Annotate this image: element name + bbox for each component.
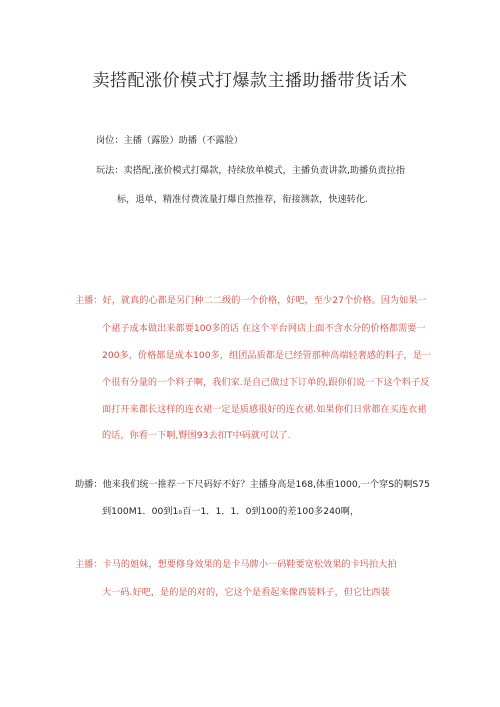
gameplay-line-2: 标，退单，精准付费流量打爆自然推荐，衔接测款，快速转化. bbox=[117, 194, 368, 205]
host-paragraph-1-line-4: 个很有分量的一个料子啊，我们家.是自己做过下订单的,跟你们说一下这个料子反 bbox=[102, 377, 430, 388]
host-paragraph-2-line-1: 主播：卡马的姐妹，想要修身效果的是卡马牌小一码鞋要宽松效果的卡玛拍大拍 bbox=[75, 559, 397, 570]
gameplay-line-1: 玩法：卖搭配,涨价模式打爆款，持续放单模式，主播负责讲款,助播负责拉指 bbox=[96, 165, 406, 176]
host-paragraph-1-line-2: 个裙子成本做出来都要100多的话 在这个平台网店上面不含水分的价格都需要一 bbox=[102, 323, 426, 334]
host-paragraph-1-line-6: 的话，你看一下啊,臀围93去扣T中码就可以了. bbox=[102, 430, 291, 441]
document-title: 卖搭配涨价模式打爆款主播助播带货话术 bbox=[92, 71, 408, 91]
host-paragraph-1-line-1: 主播：好，就真的心都是另门种二二级的一个价格，好吧，至少27个价格。因为如果一 bbox=[75, 295, 427, 306]
host-paragraph-2-line-2: 大一码.好吧，是的是的对的，它这个是看起来像西装料子，但它比西装 bbox=[102, 587, 390, 598]
position-line: 岗位：主播（露脸）助播（不露脸） bbox=[96, 135, 243, 146]
host-paragraph-1-line-3: 200多，价格都是成本100多，组团品质都是已经管那种高端轻奢感的料子，是一 bbox=[102, 350, 432, 361]
assistant-paragraph-line-1: 助播：他来我们统一推荐一下尺码好不好？主播身高是168,体重1000,一个穿S的啊S75 bbox=[75, 479, 430, 490]
assistant-paragraph-line-2: 到100M1．00到1₀百一1．1．1．0到100的差100多240啊， bbox=[102, 506, 360, 517]
host-paragraph-1-line-5: 面打开来都长这样的连衣裙一定是质感很好的连衣裙.如果你们日常都在买连衣裙 bbox=[102, 404, 427, 415]
